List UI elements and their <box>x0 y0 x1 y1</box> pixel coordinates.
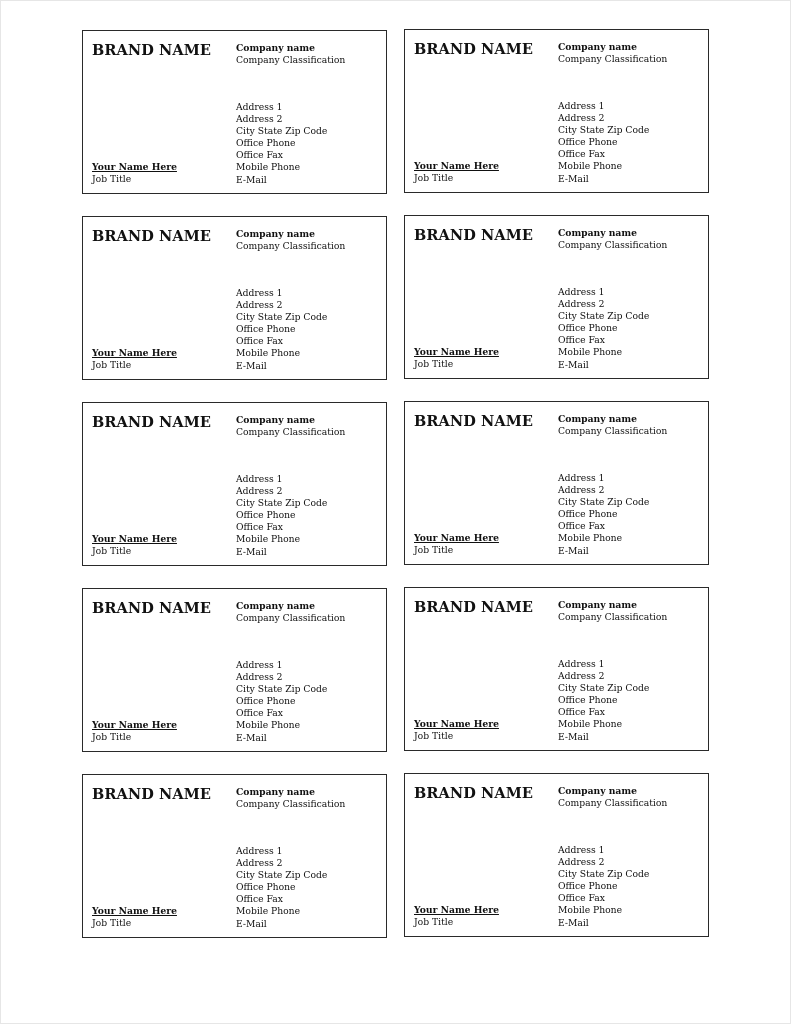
office-fax: Office Fax <box>236 522 283 534</box>
job-title: Job Title <box>414 917 454 928</box>
contact-details <box>236 102 327 187</box>
address-line-2: Address 2 <box>236 114 283 126</box>
address-line-1: Address 1 <box>236 474 283 485</box>
company-name: Company name <box>558 414 637 425</box>
address-line-2: Address 2 <box>558 857 605 869</box>
city-state-zip: City State Zip Code <box>558 683 650 695</box>
brand-name: BRAND NAME <box>414 227 534 244</box>
office-fax: Office Fax <box>558 149 605 161</box>
contact-details <box>558 287 649 372</box>
mobile-phone: Mobile Phone <box>236 534 301 546</box>
mobile-phone: Mobile Phone <box>558 719 623 731</box>
city-state-zip: City State Zip Code <box>236 498 328 510</box>
mobile-phone: Mobile Phone <box>558 533 623 545</box>
office-phone: Office Phone <box>236 324 296 336</box>
office-fax: Office Fax <box>558 335 605 347</box>
email: E-Mail <box>558 359 589 371</box>
company-classification: Company Classification <box>558 240 668 251</box>
company-name: Company name <box>236 43 315 54</box>
office-fax: Office Fax <box>236 150 283 162</box>
job-title: Job Title <box>92 174 132 185</box>
contact-details <box>236 288 327 373</box>
office-phone: Office Phone <box>558 509 618 521</box>
brand-name: BRAND NAME <box>414 785 534 802</box>
brand-name: BRAND NAME <box>414 599 534 616</box>
address-line-1: Address 1 <box>558 659 605 670</box>
brand-name: BRAND NAME <box>92 228 212 245</box>
brand-name: BRAND NAME <box>92 42 212 59</box>
person-name: Your Name Here <box>92 162 177 173</box>
company-classification: Company Classification <box>558 426 668 437</box>
company-name: Company name <box>558 228 637 239</box>
job-title: Job Title <box>414 545 454 556</box>
job-title: Job Title <box>92 732 132 743</box>
city-state-zip: City State Zip Code <box>236 684 328 696</box>
address-line-2: Address 2 <box>236 672 283 684</box>
person-name: Your Name Here <box>414 719 499 730</box>
company-classification: Company Classification <box>558 798 668 809</box>
mobile-phone: Mobile Phone <box>558 347 623 359</box>
person-name: Your Name Here <box>414 161 499 172</box>
person-name: Your Name Here <box>92 348 177 359</box>
office-phone: Office Phone <box>236 138 296 150</box>
email: E-Mail <box>558 731 589 743</box>
person-name: Your Name Here <box>92 534 177 545</box>
company-info <box>236 601 345 625</box>
city-state-zip: City State Zip Code <box>558 311 650 323</box>
job-title: Job Title <box>414 359 454 370</box>
company-classification: Company Classification <box>236 799 346 810</box>
office-phone: Office Phone <box>558 695 618 707</box>
business-card <box>82 774 387 938</box>
business-card <box>82 30 387 194</box>
mobile-phone: Mobile Phone <box>236 720 301 732</box>
address-line-1: Address 1 <box>236 102 283 113</box>
business-card <box>404 401 709 565</box>
mobile-phone: Mobile Phone <box>236 348 301 360</box>
company-classification: Company Classification <box>236 427 346 438</box>
contact-details <box>558 101 649 186</box>
brand-name: BRAND NAME <box>92 600 212 617</box>
person-name: Your Name Here <box>414 533 499 544</box>
address-line-1: Address 1 <box>236 660 283 671</box>
person-name: Your Name Here <box>92 906 177 917</box>
address-line-2: Address 2 <box>558 113 605 125</box>
office-phone: Office Phone <box>236 510 296 522</box>
company-info <box>236 43 345 67</box>
office-phone: Office Phone <box>236 696 296 708</box>
mobile-phone: Mobile Phone <box>236 162 301 174</box>
address-line-1: Address 1 <box>558 845 605 856</box>
address-line-2: Address 2 <box>558 671 605 683</box>
company-name: Company name <box>236 787 315 798</box>
company-info <box>558 42 667 66</box>
contact-details <box>558 659 649 744</box>
job-title: Job Title <box>414 173 454 184</box>
mobile-phone: Mobile Phone <box>558 161 623 173</box>
company-info <box>236 229 345 253</box>
address-line-2: Address 2 <box>558 485 605 497</box>
person-name: Your Name Here <box>414 347 499 358</box>
brand-name: BRAND NAME <box>414 413 534 430</box>
address-line-2: Address 2 <box>236 300 283 312</box>
email: E-Mail <box>236 918 267 930</box>
business-card <box>82 402 387 566</box>
address-line-2: Address 2 <box>236 486 283 498</box>
company-name: Company name <box>558 600 637 611</box>
office-phone: Office Phone <box>558 323 618 335</box>
person-name: Your Name Here <box>92 720 177 731</box>
mobile-phone: Mobile Phone <box>558 905 623 917</box>
office-fax: Office Fax <box>236 894 283 906</box>
job-title: Job Title <box>414 731 454 742</box>
address-line-1: Address 1 <box>558 101 605 112</box>
business-card <box>404 587 709 751</box>
business-card <box>82 216 387 380</box>
company-name: Company name <box>236 601 315 612</box>
email: E-Mail <box>558 917 589 929</box>
address-line-1: Address 1 <box>558 473 605 484</box>
address-line-1: Address 1 <box>558 287 605 298</box>
email: E-Mail <box>236 546 267 558</box>
email: E-Mail <box>236 360 267 372</box>
job-title: Job Title <box>92 360 132 371</box>
email: E-Mail <box>558 545 589 557</box>
brand-name: BRAND NAME <box>92 414 212 431</box>
business-card <box>404 773 709 937</box>
address-line-2: Address 2 <box>558 299 605 311</box>
contact-details <box>236 474 327 559</box>
company-classification: Company Classification <box>558 54 668 65</box>
brand-name: BRAND NAME <box>92 786 212 803</box>
office-fax: Office Fax <box>236 708 283 720</box>
contact-details <box>236 846 327 931</box>
city-state-zip: City State Zip Code <box>558 125 650 137</box>
business-card <box>404 29 709 193</box>
email: E-Mail <box>236 732 267 744</box>
office-phone: Office Phone <box>558 137 618 149</box>
office-fax: Office Fax <box>558 707 605 719</box>
business-card <box>404 215 709 379</box>
office-fax: Office Fax <box>558 893 605 905</box>
city-state-zip: City State Zip Code <box>558 497 650 509</box>
city-state-zip: City State Zip Code <box>236 312 328 324</box>
office-phone: Office Phone <box>558 881 618 893</box>
company-classification: Company Classification <box>236 241 346 252</box>
office-fax: Office Fax <box>558 521 605 533</box>
company-info <box>558 228 667 252</box>
email: E-Mail <box>236 174 267 186</box>
company-classification: Company Classification <box>558 612 668 623</box>
contact-details <box>236 660 327 745</box>
company-name: Company name <box>236 415 315 426</box>
company-info <box>236 787 345 811</box>
address-line-2: Address 2 <box>236 858 283 870</box>
company-name: Company name <box>236 229 315 240</box>
brand-name: BRAND NAME <box>414 41 534 58</box>
city-state-zip: City State Zip Code <box>236 126 328 138</box>
company-classification: Company Classification <box>236 613 346 624</box>
company-info <box>558 600 667 624</box>
office-phone: Office Phone <box>236 882 296 894</box>
job-title: Job Title <box>92 918 132 929</box>
job-title: Job Title <box>92 546 132 557</box>
company-info <box>558 414 667 438</box>
company-info <box>236 415 345 439</box>
office-fax: Office Fax <box>236 336 283 348</box>
company-classification: Company Classification <box>236 55 346 66</box>
person-name: Your Name Here <box>414 905 499 916</box>
company-name: Company name <box>558 42 637 53</box>
city-state-zip: City State Zip Code <box>236 870 328 882</box>
contact-details <box>558 845 649 930</box>
business-card <box>82 588 387 752</box>
city-state-zip: City State Zip Code <box>558 869 650 881</box>
address-line-1: Address 1 <box>236 846 283 857</box>
email: E-Mail <box>558 173 589 185</box>
company-info <box>558 786 667 810</box>
address-line-1: Address 1 <box>236 288 283 299</box>
company-name: Company name <box>558 786 637 797</box>
contact-details <box>558 473 649 558</box>
mobile-phone: Mobile Phone <box>236 906 301 918</box>
